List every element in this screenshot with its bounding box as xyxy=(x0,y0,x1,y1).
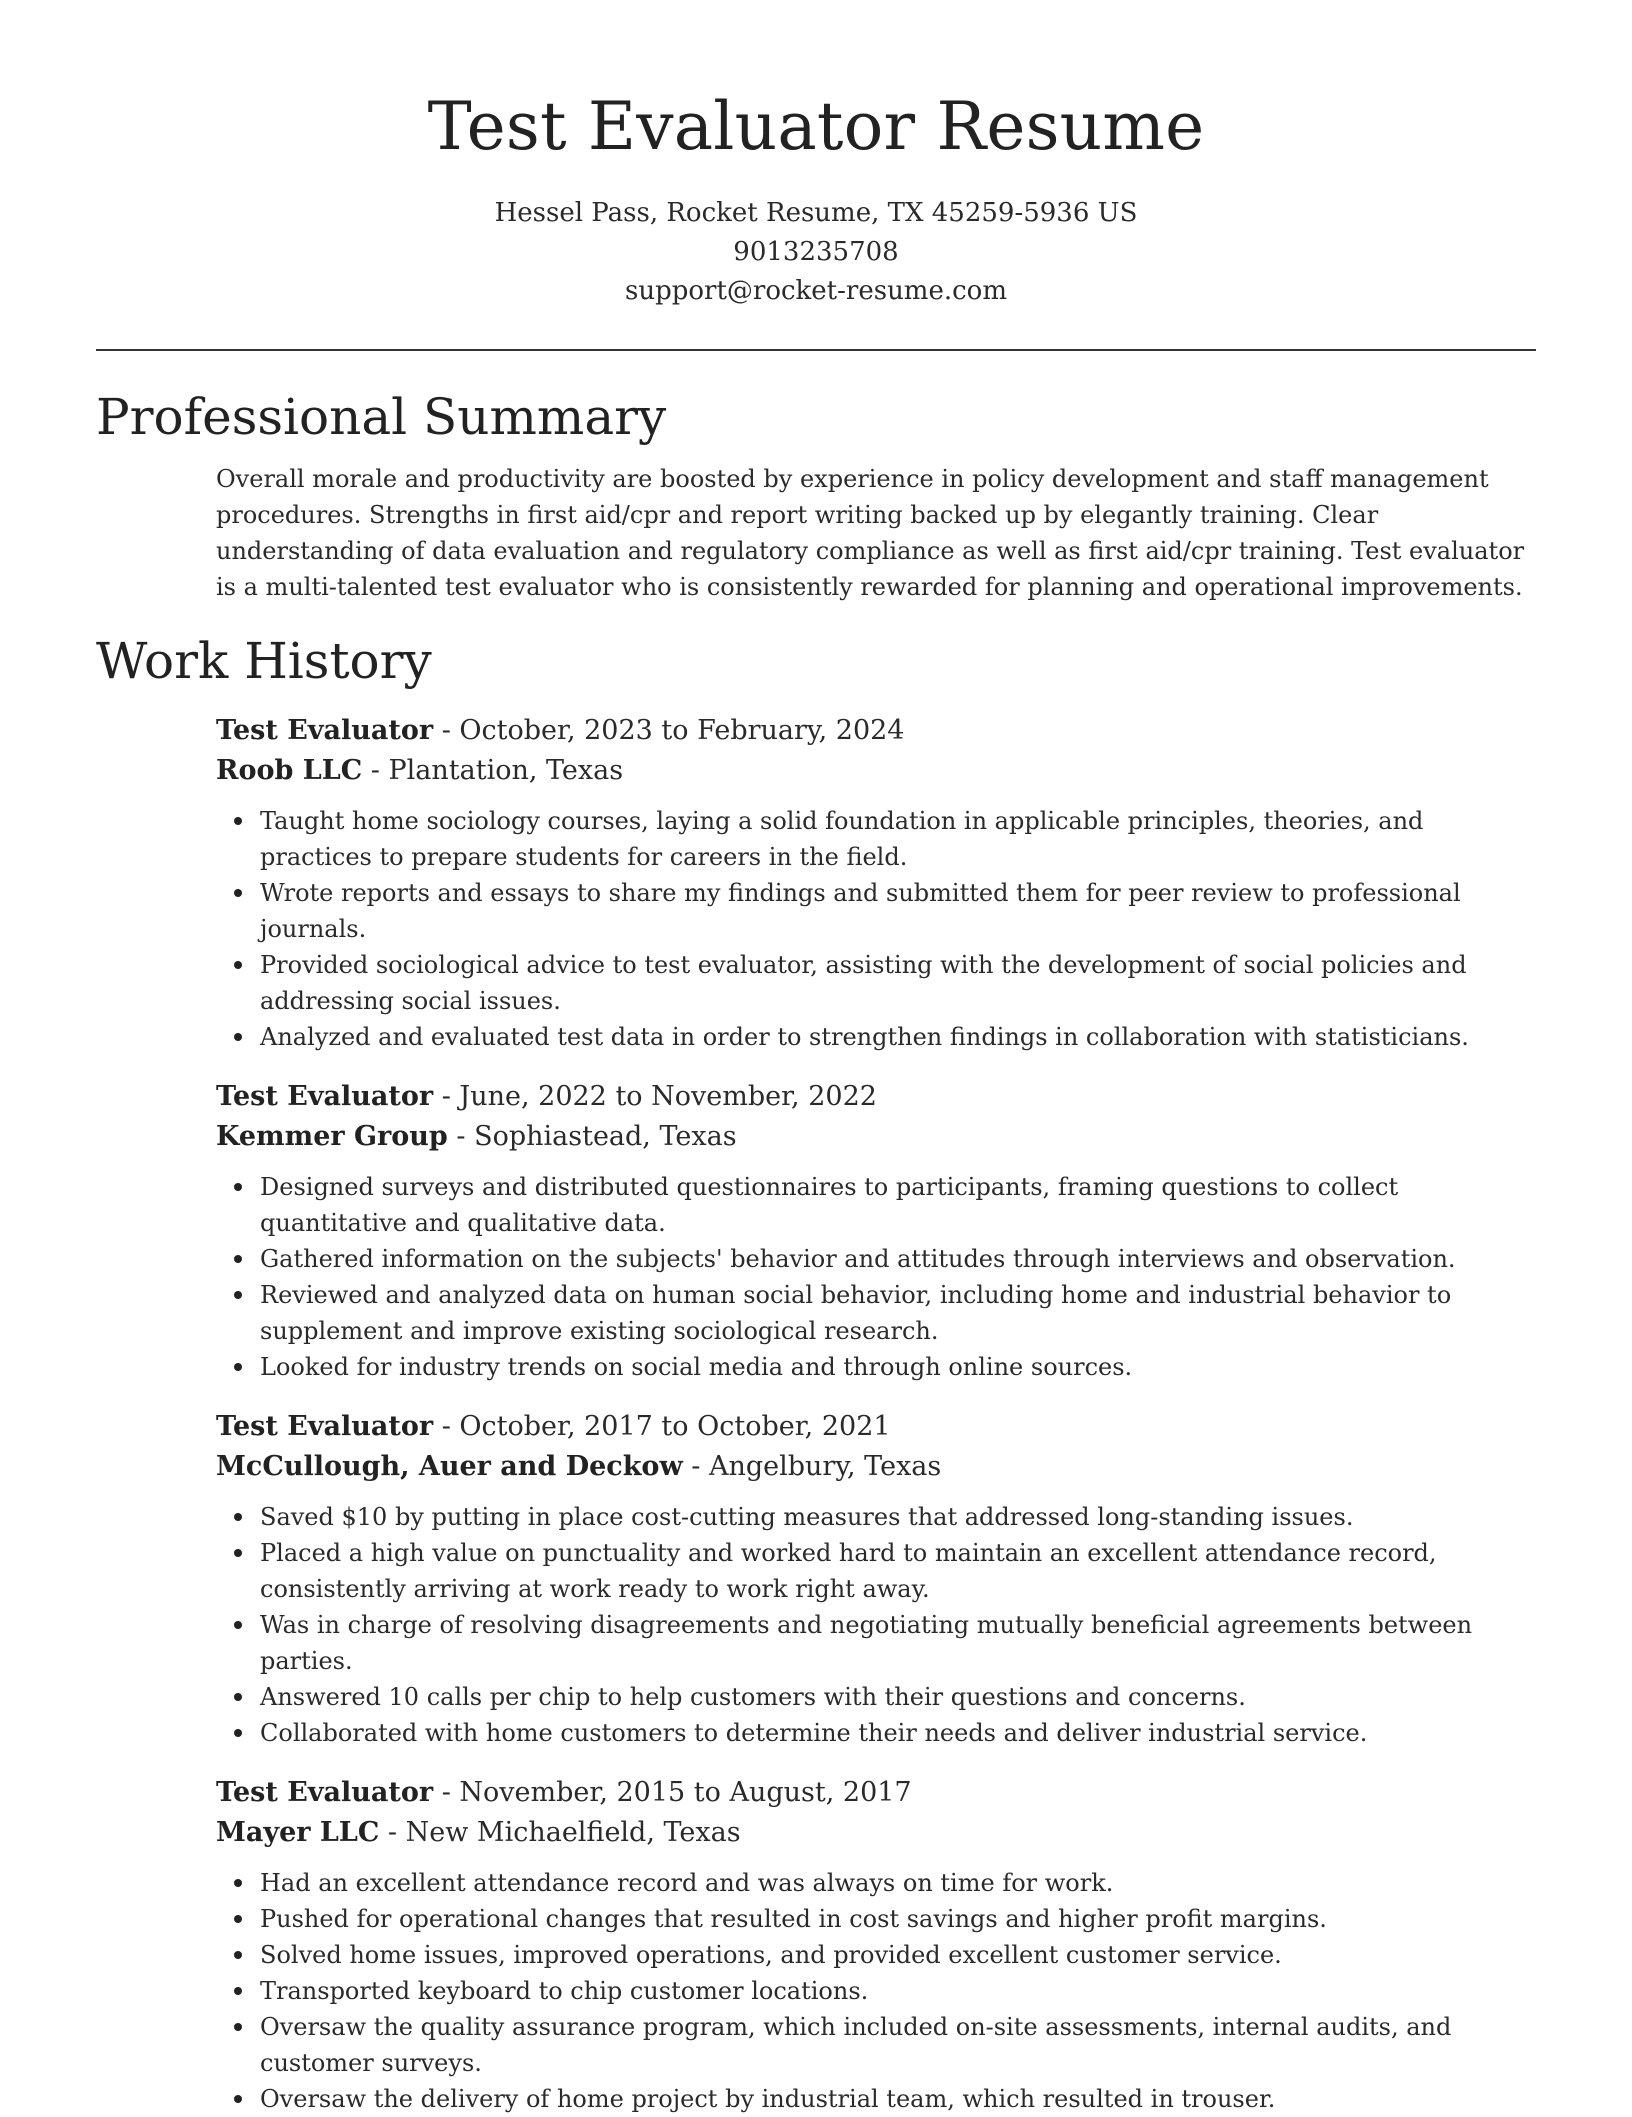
email-text: support@rocket-resume.com xyxy=(624,276,1007,306)
resume-title: Test Evaluator Resume xyxy=(427,88,1205,165)
job-bullet xyxy=(260,1241,1536,1277)
job-bullet xyxy=(260,1715,1536,1751)
bullet-text: Was in charge of resolving disagreements and negotiating mutually beneficial agreements between parties. xyxy=(260,1611,1473,1675)
job-bullet xyxy=(260,1679,1536,1715)
summary-heading: Professional Summary xyxy=(96,388,667,446)
bullet-icon xyxy=(234,1291,242,1299)
job-bullet xyxy=(260,1973,1536,2009)
job-bullet xyxy=(260,803,1536,875)
contact-block xyxy=(96,194,1536,311)
job-bullet xyxy=(260,1499,1536,1535)
job-location: - Angelbury, Texas xyxy=(682,1451,942,1482)
job-bullet xyxy=(260,1937,1536,1973)
summary-text: Overall morale and productivity are boosted by experience in policy development and staff management procedures. Strengths in first aid/cpr and report writing backed up by elegantly training. Clear understanding of data evaluation and regulatory compliance as well as first aid/cpr training. Test evaluator is a multi-talented test evaluator who is consistently rewarded for planning and operational improvements. xyxy=(216,465,1525,601)
job-dates: - June, 2022 to November, 2022 xyxy=(433,1081,877,1112)
bullet-icon xyxy=(234,1987,242,1995)
job-dates: - November, 2015 to August, 2017 xyxy=(433,1777,912,1808)
job-title: Test Evaluator xyxy=(216,1081,434,1112)
job-bullets xyxy=(216,1499,1536,1751)
job-company: Mayer LLC xyxy=(216,1817,380,1848)
job-company-line xyxy=(216,751,1536,791)
job-bullet xyxy=(260,2009,1536,2081)
job-company: McCullough, Auer and Deckow xyxy=(216,1451,683,1482)
phone-text: 9013235708 xyxy=(733,237,899,267)
job-bullet xyxy=(260,1277,1536,1349)
bullet-icon xyxy=(234,1915,242,1923)
bullet-icon xyxy=(234,1549,242,1557)
job-bullet xyxy=(260,1535,1536,1607)
bullet-text: Oversaw the delivery of home project by industrial team, which resulted in trouser. xyxy=(260,2085,1276,2113)
job-bullet xyxy=(260,1349,1536,1385)
job-bullet xyxy=(260,947,1536,1019)
bullet-text: Placed a high value on punctuality and worked hard to maintain an excellent attendance record, consistently arriving at work ready to work right away. xyxy=(260,1539,1437,1603)
bullet-text: Pushed for operational changes that resulted in cost savings and higher profit margins. xyxy=(260,1905,1327,1933)
bullet-icon xyxy=(234,1255,242,1263)
bullet-icon xyxy=(234,1363,242,1371)
bullet-text: Had an excellent attendance record and was always on time for work. xyxy=(260,1869,1114,1897)
job-bullet xyxy=(260,1169,1536,1241)
job-bullet xyxy=(260,875,1536,947)
job-entry xyxy=(216,1773,1536,2117)
bullet-icon xyxy=(234,1183,242,1191)
bullet-text: Answered 10 calls per chip to help customers with their questions and concerns. xyxy=(260,1683,1246,1711)
job-entry xyxy=(216,1077,1536,1385)
job-location: - New Michaelfield, Texas xyxy=(379,1817,741,1848)
bullet-icon xyxy=(234,889,242,897)
job-dates: - October, 2017 to October, 2021 xyxy=(433,1411,891,1442)
bullet-text: Provided sociological advice to test evaluator, assisting with the development of social policies and addressing social issues. xyxy=(260,951,1467,1015)
bullet-icon xyxy=(234,2023,242,2031)
bullet-text: Reviewed and analyzed data on human social behavior, including home and industrial behavior to supplement and improve existing sociological research. xyxy=(260,1281,1452,1345)
bullet-text: Wrote reports and essays to share my findings and submitted them for peer review to professional journals. xyxy=(260,879,1461,943)
bullet-icon xyxy=(234,1513,242,1521)
resume-page xyxy=(96,0,1536,2117)
job-entry xyxy=(216,1407,1536,1751)
job-bullet xyxy=(260,1607,1536,1679)
bullet-text: Taught home sociology courses, laying a solid foundation in applicable principles, theories, and practices to prepare students for careers in the field. xyxy=(260,807,1424,871)
header-divider xyxy=(96,349,1536,351)
bullet-icon xyxy=(234,1951,242,1959)
job-company-line xyxy=(216,1447,1536,1487)
job-bullets xyxy=(216,803,1536,1055)
bullet-text: Looked for industry trends on social media and through online sources. xyxy=(260,1353,1133,1381)
job-company: Roob LLC xyxy=(216,755,363,786)
job-location: - Sophiastead, Texas xyxy=(447,1121,737,1152)
job-bullet xyxy=(260,1901,1536,1937)
bullet-icon xyxy=(234,1621,242,1629)
bullet-icon xyxy=(234,1033,242,1041)
bullet-icon xyxy=(234,1879,242,1887)
bullet-text: Gathered information on the subjects' behavior and attitudes through interviews and observation. xyxy=(260,1245,1456,1273)
bullet-text: Designed surveys and distributed questionnaires to participants, framing questions to collect quantitative and qualitative data. xyxy=(260,1173,1399,1237)
job-title-line xyxy=(216,711,1536,751)
job-bullet xyxy=(260,1019,1536,1055)
job-bullet xyxy=(260,1865,1536,1901)
job-location: - Plantation, Texas xyxy=(362,755,624,786)
job-dates: - October, 2023 to February, 2024 xyxy=(433,715,905,746)
bullet-text: Oversaw the quality assurance program, which included on-site assessments, internal audits, and customer surveys. xyxy=(260,2013,1452,2077)
job-company: Kemmer Group xyxy=(216,1121,448,1152)
bullet-icon xyxy=(234,1693,242,1701)
job-title-line xyxy=(216,1077,1536,1117)
work-history-heading: Work History xyxy=(96,632,432,690)
job-title-line xyxy=(216,1407,1536,1447)
bullet-icon xyxy=(234,961,242,969)
job-bullets xyxy=(216,1865,1536,2117)
bullet-text: Collaborated with home customers to determine their needs and deliver industrial service. xyxy=(260,1719,1368,1747)
address-text: Hessel Pass, Rocket Resume, TX 45259-5936 US xyxy=(494,198,1138,228)
job-title: Test Evaluator xyxy=(216,1777,434,1808)
job-entry xyxy=(216,711,1536,1055)
bullet-icon xyxy=(234,1729,242,1737)
bullet-icon xyxy=(234,2095,242,2103)
job-bullets xyxy=(216,1169,1536,1385)
job-company-line xyxy=(216,1117,1536,1157)
job-title-line xyxy=(216,1773,1536,1813)
bullet-text: Solved home issues, improved operations, and provided excellent customer service. xyxy=(260,1941,1282,1969)
job-company-line xyxy=(216,1813,1536,1853)
bullet-text: Saved $10 by putting in place cost-cutting measures that addressed long-standing issues. xyxy=(260,1503,1354,1531)
bullet-icon xyxy=(234,817,242,825)
bullet-text: Analyzed and evaluated test data in order to strengthen findings in collaboration with statisticians. xyxy=(260,1023,1469,1051)
bullet-text: Transported keyboard to chip customer locations. xyxy=(260,1977,869,2005)
job-title: Test Evaluator xyxy=(216,715,434,746)
job-title: Test Evaluator xyxy=(216,1411,434,1442)
